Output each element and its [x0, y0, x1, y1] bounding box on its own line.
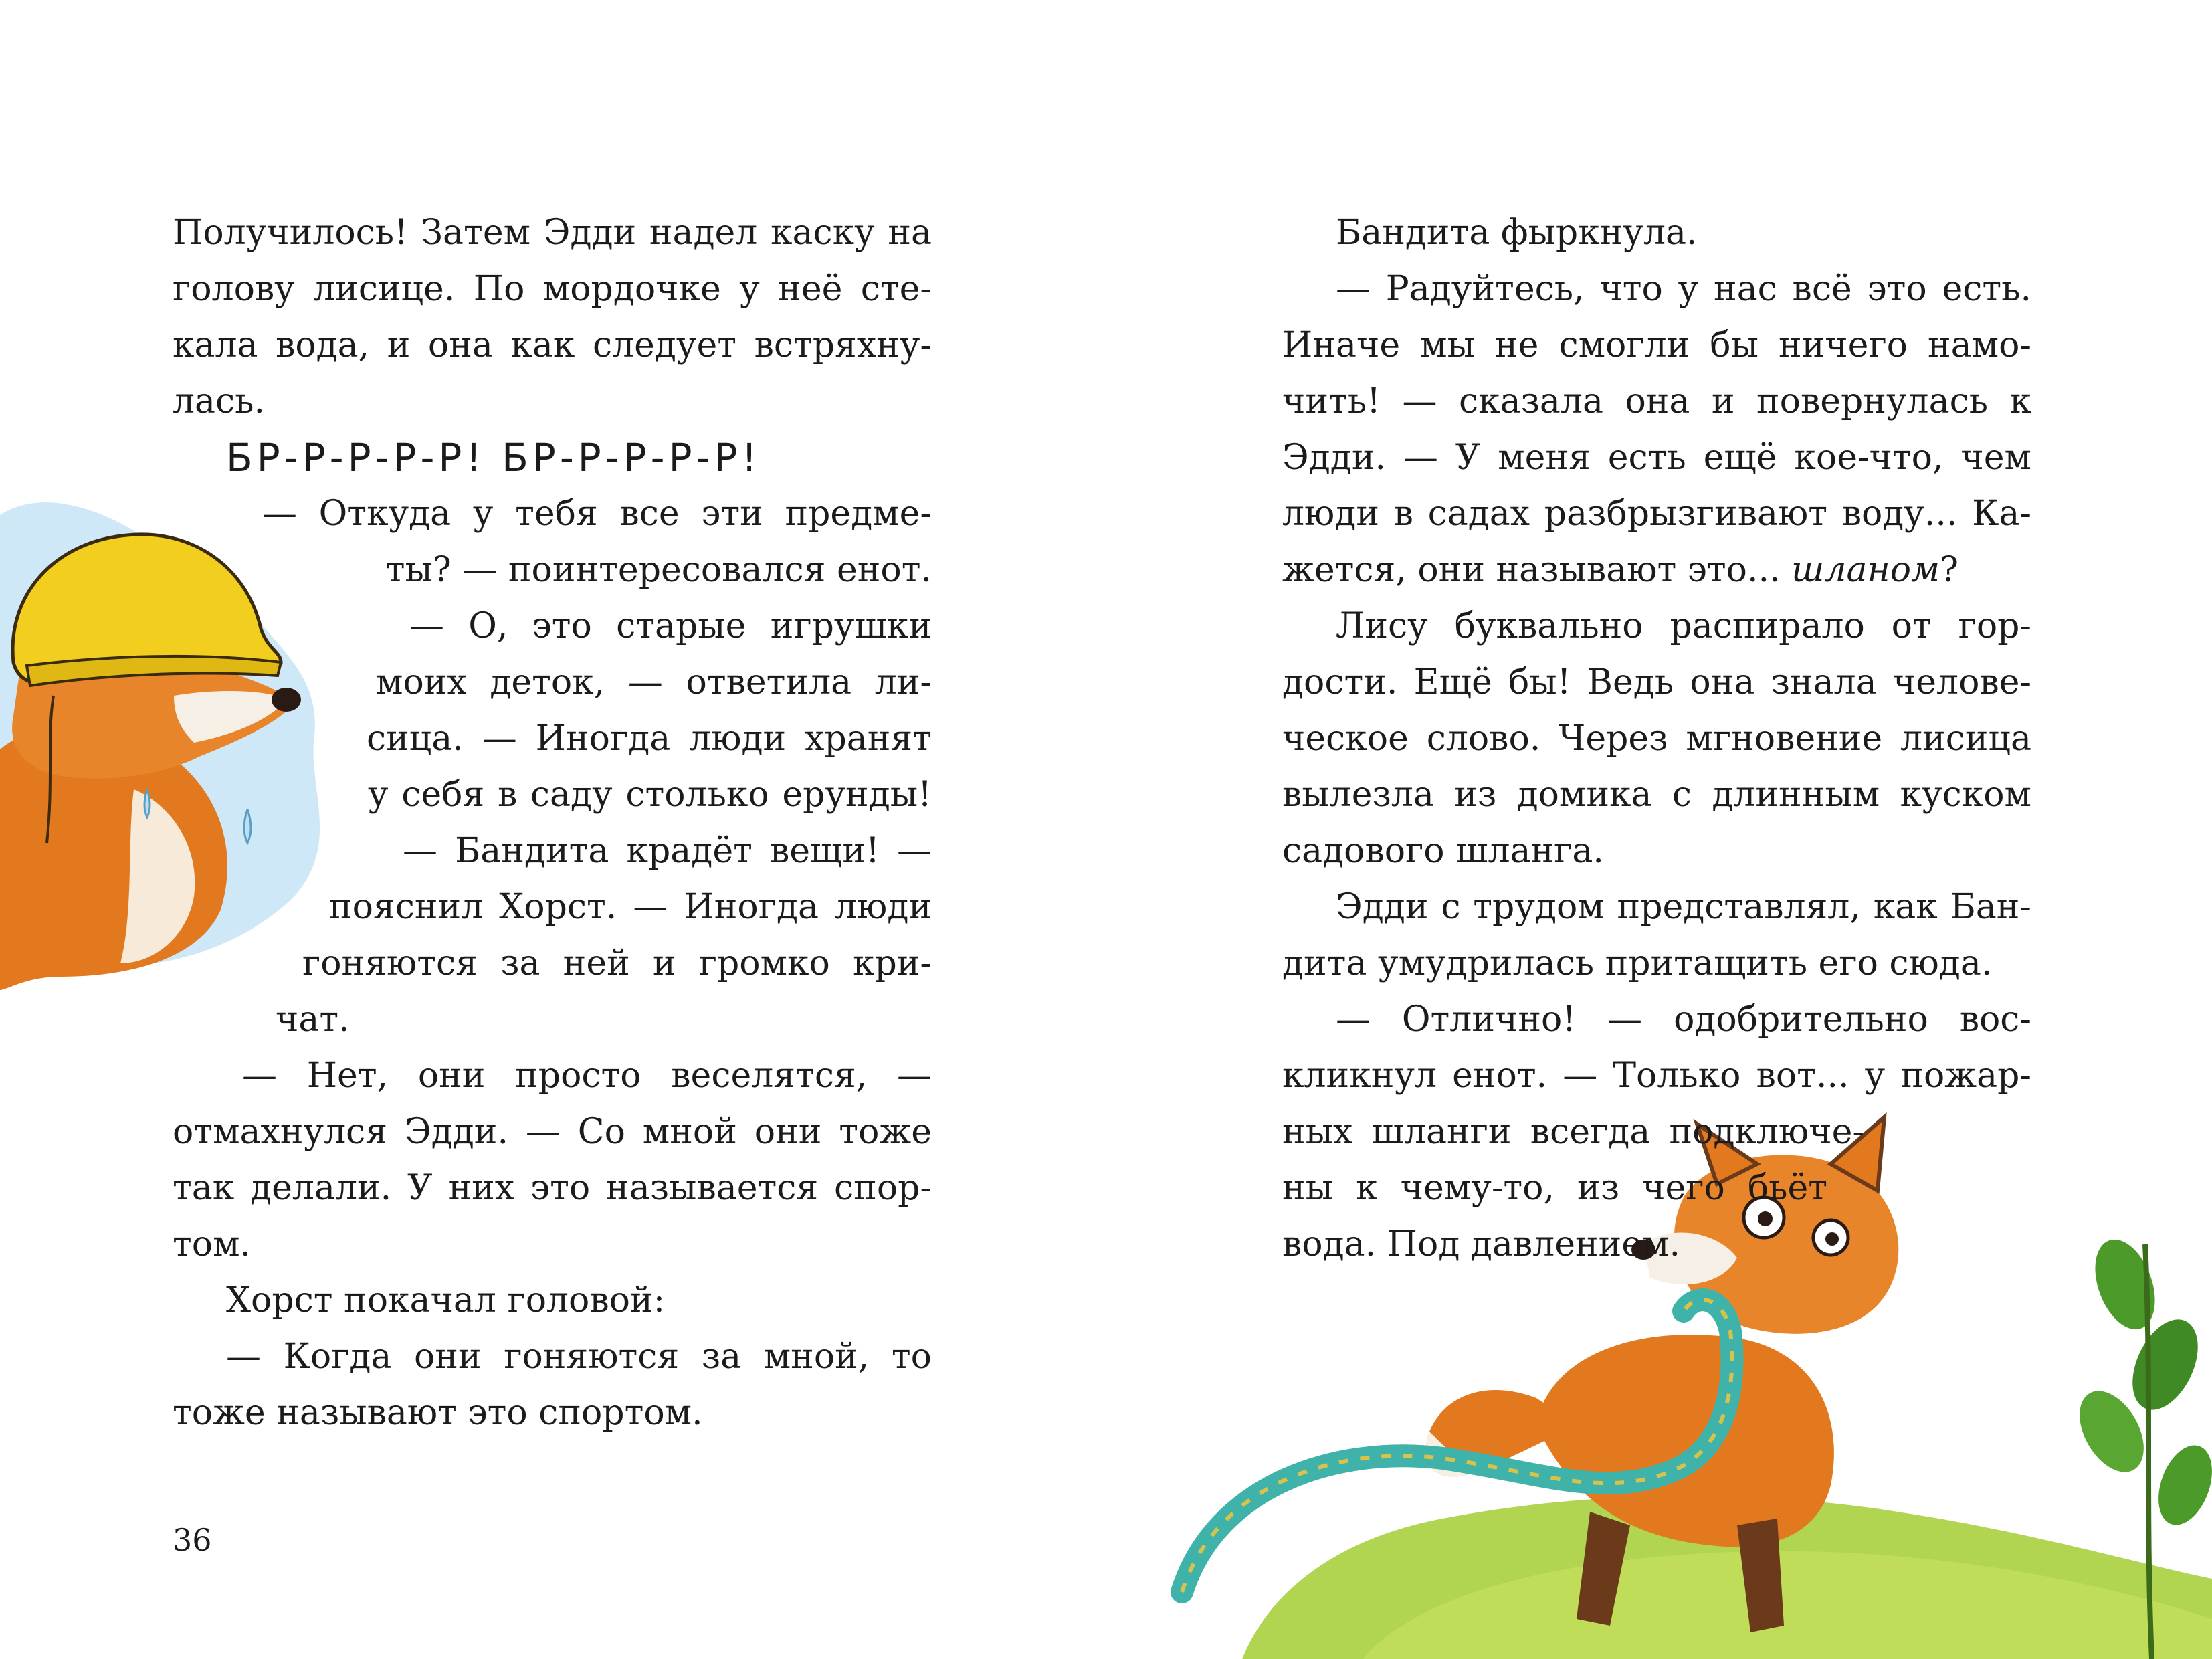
text-line: Бандита фыркнула.: [1336, 213, 1698, 253]
text-line: садового шланга.: [1282, 831, 1604, 871]
text-line: Хорст покачал головой:: [226, 1280, 666, 1321]
text-line: у себя в саду столько ерунды!: [368, 775, 932, 815]
sound-effect-text: БР-Р-Р-Р-Р! БР-Р-Р-Р-Р!: [226, 435, 761, 480]
italic-word: шланом: [1791, 550, 1940, 590]
text-line: ных шланги всегда подключе-: [1282, 1112, 1864, 1152]
text-line: сица. — Иногда люди хранят: [367, 718, 932, 759]
text-line: кликнул енот. — Только вот... у пожар-: [1282, 1056, 2031, 1096]
text-line: — Нет, они просто веселятся, —: [242, 1056, 932, 1096]
text-line: тоже называют это спортом.: [173, 1393, 703, 1433]
text-line: моих деток, — ответила ли-: [376, 662, 932, 702]
text-line: — Радуйтесь, что у нас всё это есть.: [1336, 269, 2031, 309]
text-line: — Когда они гоняются за мной, то: [226, 1337, 932, 1377]
text-fragment: ?: [1940, 550, 1959, 590]
text-line: гоняются за ней и громко кри-: [302, 943, 932, 983]
text-fragment: жется, они называют это...: [1282, 550, 1792, 590]
text-line: кала вода, и она как следует встряхну-: [173, 325, 932, 365]
text-line: отмахнулся Эдди. — Со мной они тоже: [173, 1112, 932, 1152]
text-line: Эдди с трудом представлял, как Бан-: [1336, 887, 2031, 927]
text-line: Иначе мы не смогли бы ничего намо-: [1282, 325, 2031, 365]
text-line: том.: [173, 1224, 252, 1264]
fox-in-helmet-illustration: [0, 495, 348, 1003]
text-line: чить! — сказала она и повернулась к: [1282, 381, 2031, 421]
text-line: — Отлично! — одобрительно вос-: [1336, 999, 2031, 1040]
text-line: вода. Под давлением.: [1282, 1224, 1681, 1264]
water-drip-1: [244, 809, 251, 843]
text-line: пояснил Хорст. — Иногда люди: [329, 887, 932, 927]
page-number: 36: [173, 1522, 212, 1558]
text-line: Получилось! Затем Эдди надел каску на: [173, 213, 932, 253]
text-line: люди в садах разбрызгивают воду... Ка-: [1282, 494, 2031, 534]
text-line: ны к чему-то, из чего бьёт: [1282, 1168, 1827, 1208]
fox-nose: [272, 688, 301, 712]
right-page: [1106, 0, 2212, 1659]
text-line: лась.: [173, 381, 265, 421]
text-line: голову лисице. По мордочке у неё сте-: [173, 269, 932, 309]
text-line: дости. Ещё бы! Ведь она знала челове-: [1282, 662, 2031, 702]
text-line: ты? — поинтересовался енот.: [385, 550, 932, 590]
text-line: — Откуда у тебя все эти предме-: [262, 494, 932, 534]
text-line: так делали. У них это называется спор-: [173, 1168, 932, 1208]
text-line: — О, это старые игрушки: [409, 606, 932, 646]
text-line: дита умудрилась притащить его сюда.: [1282, 943, 1993, 983]
water-drip-2: [144, 789, 150, 817]
text-line: ческое слово. Через мгновение лисица: [1282, 718, 2031, 759]
text-line: чат.: [276, 999, 350, 1040]
text-line: Эдди. — У меня есть ещё кое-что, чем: [1282, 437, 2031, 478]
text-line: — Бандита крадёт вещи! —: [403, 831, 932, 871]
text-line: [1282, 542, 1958, 598]
text-line: Лису буквально распирало от гор-: [1336, 606, 2031, 646]
text-line: вылезла из домика с длинным куском: [1282, 775, 2031, 815]
